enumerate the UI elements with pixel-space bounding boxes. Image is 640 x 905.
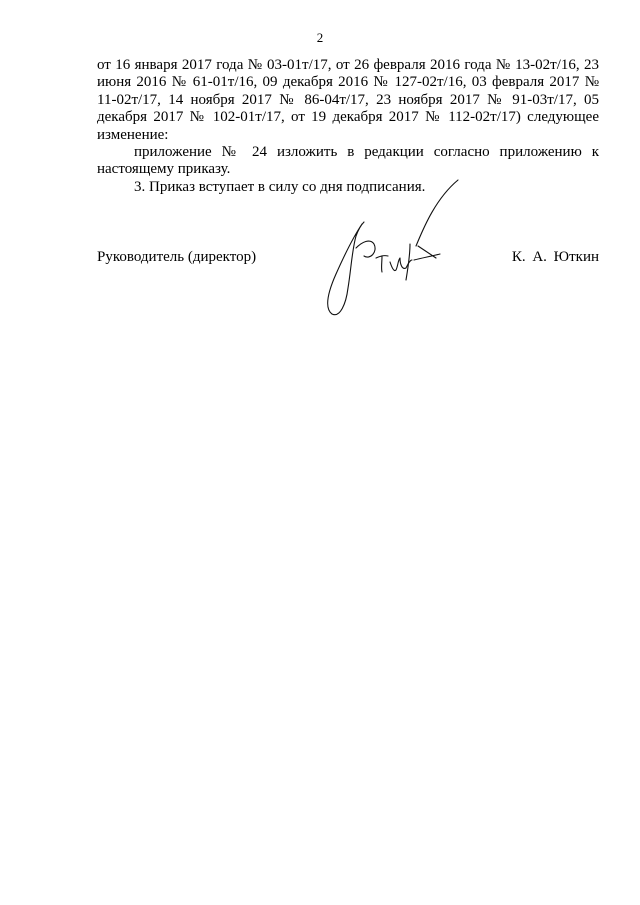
paragraph-amendment-list: от 16 января 2017 года № 03-01т/17, от 26 февраля 2016 года № 13-02т/16, 23 июня 2016 № 61-01т/16, 09 декабря 2016 № 127-02т/16, 03 февраля 2017 № 11-02т/17, 14 ноября 2017 № 86-04т/17, 23 ноября 2017 № 91-03т/17, 05 декабря 2017 № 102-01т/17, от 19 декабря 2017 № 112-02т/17) следующее изменение:: [97, 57, 599, 143]
signer-position: Руководитель (директор): [97, 249, 257, 265]
paragraph-appendix: приложение № 24 изложить в редакции согласно приложению к настоящему приказу.: [97, 144, 599, 178]
handwritten-signature: [318, 176, 468, 321]
page-number: 2: [316, 30, 324, 45]
signer-name: К. А. Юткин: [511, 249, 599, 265]
paragraph-effective-date: 3. Приказ вступает в силу со дня подписания.: [134, 178, 426, 195]
